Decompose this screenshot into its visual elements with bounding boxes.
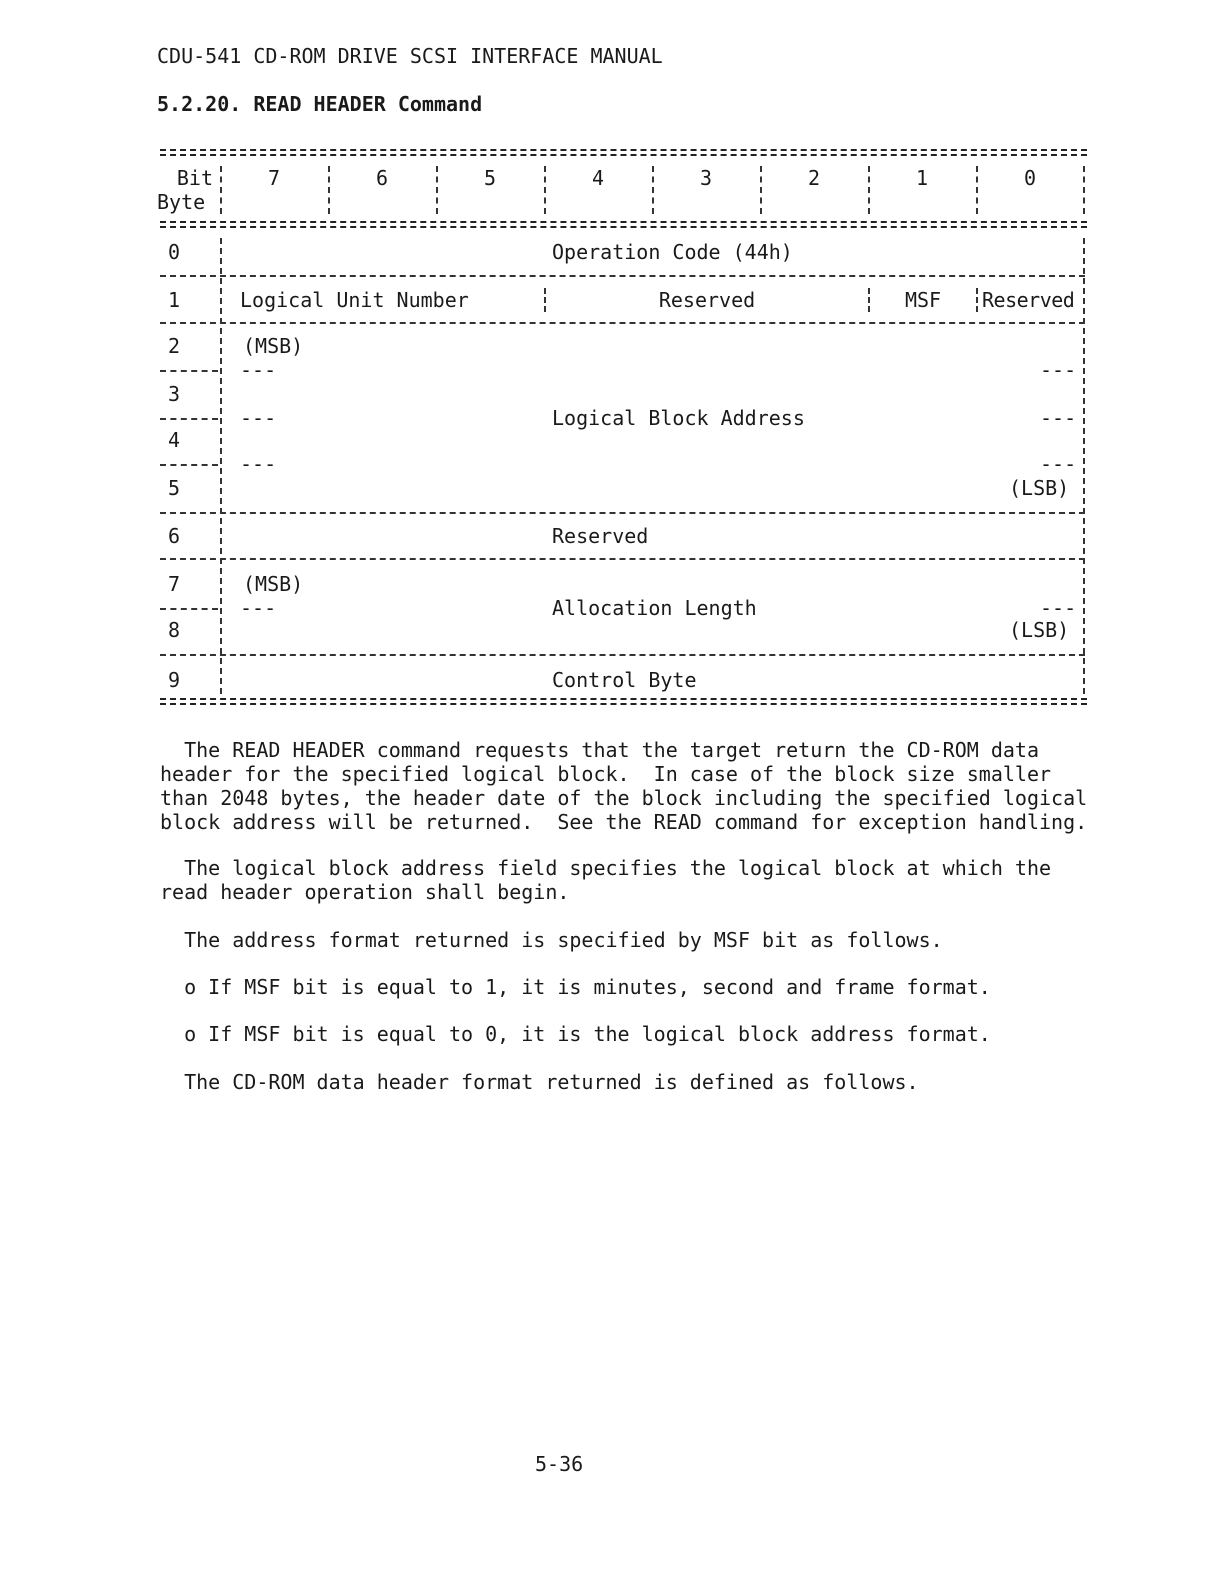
paragraph-line: The CD-ROM data header format returned is defined as follows. (160, 1070, 919, 1094)
paragraph-line: The READ HEADER command requests that the target return the CD-ROM data (160, 738, 1039, 762)
col-sep (328, 166, 330, 214)
col-sep (652, 166, 654, 214)
reserved-field: Reserved (658, 288, 756, 312)
table-bottom-rule (160, 698, 1087, 705)
lba-cont-left: --- (240, 358, 277, 382)
bullet-item: o If MSF bit is equal to 1, it is minutes, second and frame format. (160, 975, 991, 999)
page-number: 5-36 (535, 1452, 584, 1476)
row-sep (160, 322, 1085, 324)
byte-7: 7 (168, 572, 181, 596)
lba-lsb: (LSB) (1009, 476, 1070, 500)
bit-7: 7 (267, 166, 281, 190)
opcode-field: Operation Code (44h) (552, 240, 793, 264)
byte-0: 0 (168, 240, 181, 264)
byte-4: 4 (168, 428, 181, 452)
col-sep (436, 166, 438, 214)
row-sep (160, 370, 218, 372)
col-sep (976, 166, 978, 214)
bullet-item: o If MSF bit is equal to 0, it is the logical block address format. (160, 1022, 991, 1046)
paragraph-line: read header operation shall begin. (160, 880, 570, 904)
paragraph-line: header for the specified logical block. In case of the block size smaller (160, 762, 1052, 786)
lba-cont-right: --- (1040, 358, 1077, 382)
alloc-field: Allocation Length (552, 596, 757, 620)
row-sep (160, 464, 218, 466)
manual-title: CDU-541 CD-ROM DRIVE SCSI INTERFACE MANUAL (157, 44, 663, 68)
byte-col-border (220, 238, 222, 694)
byte-8: 8 (168, 618, 181, 642)
reserved-byte-field: Reserved (552, 524, 649, 548)
bit-2: 2 (807, 166, 821, 190)
col-sep (868, 166, 870, 214)
bit-3: 3 (699, 166, 713, 190)
row-sep (160, 654, 1085, 656)
byte-6: 6 (168, 524, 181, 548)
byte-2: 2 (168, 334, 181, 358)
bit-0: 0 (1023, 166, 1037, 190)
bit-5: 5 (483, 166, 497, 190)
row-sep (160, 418, 218, 420)
bit-1: 1 (915, 166, 929, 190)
lba-cont-right: --- (1040, 406, 1077, 430)
col-sep (220, 166, 222, 214)
section-heading (157, 92, 482, 116)
reserved-bit0-field: Reserved (982, 288, 1075, 312)
row-sep (160, 608, 218, 610)
alloc-cont-right: --- (1040, 596, 1077, 620)
col-sep (760, 166, 762, 214)
row-sep (160, 558, 1085, 560)
paragraph-line: than 2048 bytes, the header date of the block including the specified logical (160, 786, 1088, 810)
section-title: READ HEADER Command (253, 92, 483, 116)
lba-cont-left: --- (240, 406, 277, 430)
col-sep (976, 288, 978, 312)
lba-cont-left: --- (240, 452, 277, 476)
lba-field: Logical Block Address (552, 406, 805, 430)
byte-5: 5 (168, 476, 181, 500)
right-border (1083, 238, 1085, 694)
byte-3: 3 (168, 382, 181, 406)
row-sep (160, 512, 1085, 514)
col-sep (544, 166, 546, 214)
byte-9: 9 (168, 668, 181, 692)
paragraph-line: block address will be returned. See the READ command for exception handling. (160, 810, 1088, 834)
alloc-msb: (MSB) (243, 572, 304, 596)
alloc-cont-left: --- (240, 596, 277, 620)
bit-4: 4 (591, 166, 605, 190)
paragraph-line: The logical block address field specifies the logical block at which the (160, 856, 1052, 880)
bit-6: 6 (375, 166, 389, 190)
control-byte-field: Control Byte (552, 668, 697, 692)
col-sep (1083, 166, 1085, 214)
byte-label: Byte (157, 190, 206, 214)
row-sep (160, 275, 1085, 277)
lba-cont-right: --- (1040, 452, 1077, 476)
lun-field: Logical Unit Number (240, 288, 469, 312)
msf-field: MSF (904, 288, 942, 312)
header-rule (160, 221, 1087, 228)
table-top-rule (160, 149, 1087, 156)
bit-label: Bit (176, 166, 213, 190)
paragraph-line: The address format returned is specified by MSF bit as follows. (160, 928, 943, 952)
section-number: 5.2.20. (157, 92, 242, 116)
alloc-lsb: (LSB) (1009, 618, 1070, 642)
lba-msb: (MSB) (243, 334, 304, 358)
byte-1: 1 (168, 288, 181, 312)
